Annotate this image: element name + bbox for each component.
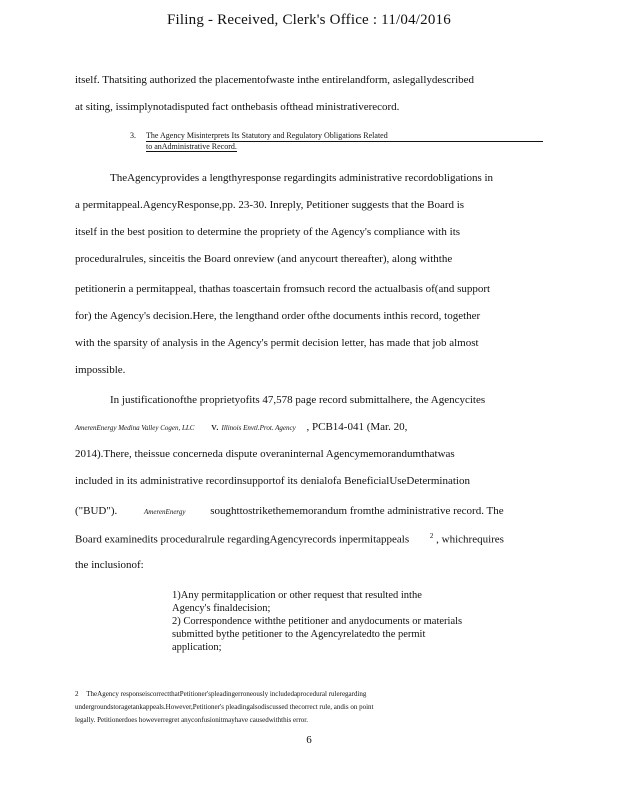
- case-citation: , PCB14-041 (Mar. 20,: [306, 421, 408, 433]
- paragraph-line: included in its administrative recordinsupportof its denialofa BeneficialUseDetermination: [75, 475, 470, 487]
- paragraph-line: proceduralrules, sinceitis the Board onreview (and anycourt thereafter), along withthe: [75, 253, 453, 265]
- footnote-text: undergroundstoragetankappeals.However,Petitioner's pleadingalsodiscussed thecorrect rule, andis on point: [75, 703, 374, 711]
- heading-number: 3.: [130, 131, 136, 140]
- body-line: at siting, issimplynotadisputed fact onthebasis ofthead ministrativerecord.: [75, 101, 400, 113]
- paragraph-line: for) the Agency's decision.Here, the lengthand order ofthe documents inthis record, together: [75, 310, 481, 322]
- body-line: itself. Thatsiting authorized the placementofwaste inthe entirelandform, aslegallydescribed: [75, 74, 475, 86]
- list-item: 1)Any permitapplication or other request that resulted inthe: [172, 590, 422, 601]
- case-party: Illinois Envtl.Prot. Agency: [221, 424, 296, 432]
- bud-abbrev: ("BUD").: [75, 505, 118, 517]
- footnote-text: TheAgency responseiscorrectthatPetitioner'spleadingerroneously includedaprocedural ruleregarding: [86, 690, 367, 698]
- paragraph-line: 2014).There, theissue concerneda dispute overaninternal Agencymemorandumthatwas: [75, 448, 455, 460]
- paragraph-text: Board examinedits proceduralrule regardingAgencyrecords inpermitappeals: [75, 533, 410, 546]
- footnote-ref[interactable]: 2: [429, 532, 434, 540]
- list-item: Agency's finaldecision;: [172, 603, 271, 614]
- paragraph-line: impossible.: [75, 364, 126, 376]
- paragraph-line: petitionerin a permitappeal, thathas toascertain fromsuch record the actualbasis of(and support: [75, 283, 491, 295]
- case-name-short: AmerenEnergy: [144, 508, 186, 516]
- paragraph-line: [75, 532, 504, 546]
- paragraph-line: a permitappeal.AgencyResponse,pp. 23-30. Inreply, Petitioner suggests that the Board is: [75, 199, 465, 211]
- section-heading: [130, 131, 543, 151]
- page-number: 6: [306, 734, 312, 746]
- heading-line-1: The Agency Misinterprets Its Statutory and Regulatory Obligations Related: [146, 131, 388, 140]
- paragraph-line: [75, 505, 504, 517]
- paragraph-line: the inclusionof:: [75, 559, 144, 571]
- list-item: application;: [172, 642, 222, 653]
- filing-header: Filing - Received, Clerk's Office : 11/04/2016: [167, 12, 451, 28]
- case-name: AmerenEnergy Medina Valley Cogen, LLC: [75, 424, 195, 432]
- paragraph-text: , whichrequires: [436, 533, 504, 546]
- paragraph-line: with the sparsity of analysis in the Agency's permit decision letter, has made that job almost: [75, 337, 479, 349]
- heading-line-2: to anAdministrative Record.: [146, 142, 237, 151]
- list-item: submitted bythe petitioner to the Agencyrelatedto the permit: [172, 629, 426, 640]
- paragraph-line: TheAgencyprovides a lengthyresponse regardingits administrative recordobligations in: [110, 172, 494, 184]
- footnote-text: legally. Petitionerdoes howeverregret anyconfusionitmayhave causedwiththis error.: [75, 716, 308, 724]
- footnote-mark: 2: [75, 690, 79, 698]
- paragraph-line: [75, 421, 407, 433]
- paragraph-line: itself in the best position to determine the propriety of the Agency's compliance with its: [75, 226, 461, 238]
- paragraph-line: In justificationofthe proprietyofits 47,578 page record submittalhere, the Agencycites: [110, 394, 486, 406]
- list-item: 2) Correspondence withthe petitioner and anydocuments or materials: [172, 616, 463, 627]
- case-versus: v.: [211, 421, 219, 433]
- footnote: [75, 690, 366, 698]
- paragraph-text: soughttostrikethememorandum fromthe administrative record. The: [210, 505, 504, 517]
